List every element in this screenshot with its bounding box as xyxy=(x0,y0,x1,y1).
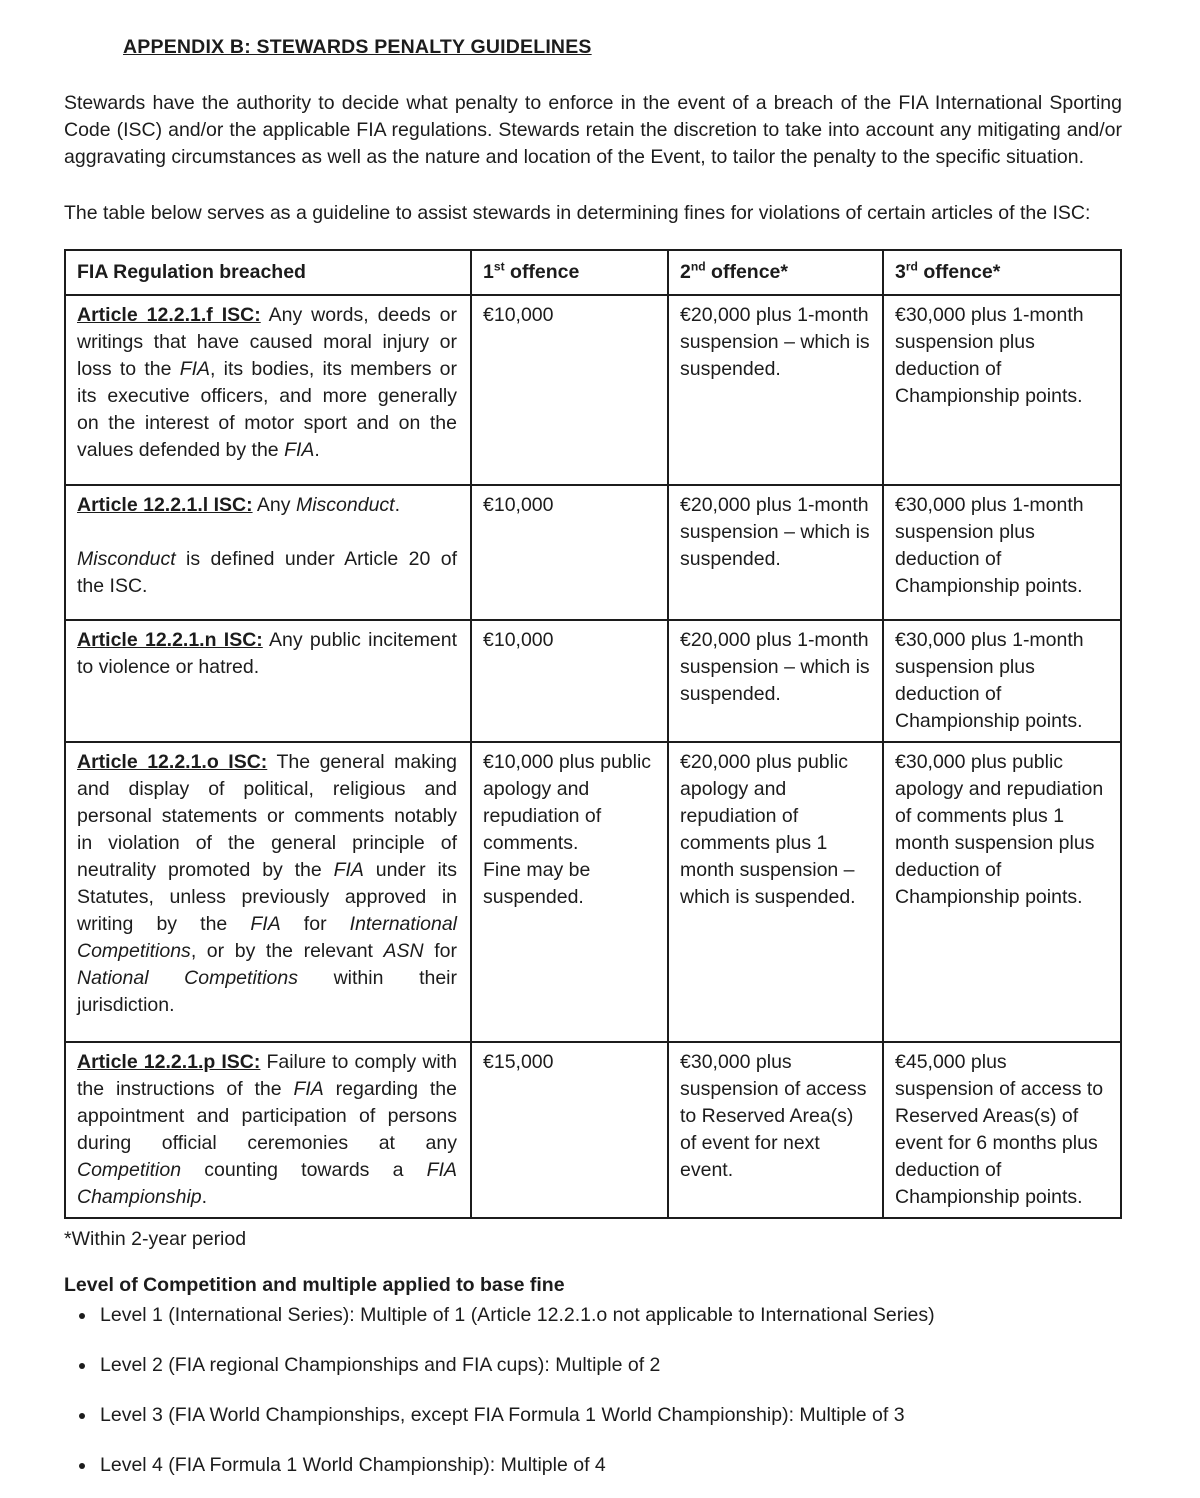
table-footnote: *Within 2-year period xyxy=(64,1228,247,1250)
header-cell-second-offence: 2nd offence* xyxy=(668,250,883,295)
cell-second-offence: €20,000 plus 1-month suspension – which is suspended. xyxy=(668,295,883,485)
penalty-guidelines-table xyxy=(64,249,1122,1219)
levels-list xyxy=(64,1302,1122,1479)
cell-second-offence: €20,000 plus 1-month suspension – which is suspended. xyxy=(668,485,883,620)
cell-first-offence: €10,000 xyxy=(471,485,668,620)
cell-regulation: Article 12.2.1.o ISC: The general making and display of political, religious and personal statements or comments notably in violation of the general principle of neutrality promoted by the FIA under its Statutes, unless previously approved in writing by the FIA for International Competitions, or by the relevant ASN for National Competitions within their jurisdiction. xyxy=(65,742,471,1042)
header-cell-regulation: FIA Regulation breached xyxy=(65,250,471,295)
cell-regulation: Article 12.2.1.f ISC: Any words, deeds or writings that have caused moral injury or loss to the FIA, its bodies, its members or its executive officers, and more generally on the interest of motor sport and on the values defended by the FIA. xyxy=(65,295,471,485)
cell-first-offence: €15,000 xyxy=(471,1042,668,1218)
table-header-row xyxy=(65,250,1121,295)
levels-heading: Level of Competition and multiple applied to base fine xyxy=(64,1274,565,1296)
cell-third-offence: €30,000 plus 1-month suspension plus deduction of Championship points. xyxy=(883,620,1121,742)
cell-regulation: Article 12.2.1.l ISC: Any Misconduct. Misconduct is defined under Article 20 of the ISC. xyxy=(65,485,471,620)
table-row xyxy=(65,295,1121,485)
cell-first-offence: €10,000 xyxy=(471,620,668,742)
level-item: • Level 2 (FIA regional Championships and FIA cups): Multiple of 2 xyxy=(97,1352,1122,1379)
intro-paragraph-1: Stewards have the authority to decide what penalty to enforce in the event of a breach of the FIA International Sporting Code (ISC) and/or the applicable FIA regulations. Stewards retain the discretion to take into account any mitigating and/or aggravating circumstances as well as the nature and location of the Event, to tailor the penalty to the specific situation. xyxy=(64,92,1122,168)
cell-third-offence: €30,000 plus public apology and repudiation of comments plus 1 month suspension plus deduction of Championship points. xyxy=(883,742,1121,1042)
level-item: • Level 3 (FIA World Championships, except FIA Formula 1 World Championship): Multiple of 3 xyxy=(97,1402,1122,1429)
cell-third-offence: €30,000 plus 1-month suspension plus deduction of Championship points. xyxy=(883,295,1121,485)
cell-second-offence: €30,000 plus suspension of access to Reserved Area(s) of event for next event. xyxy=(668,1042,883,1218)
cell-second-offence: €20,000 plus public apology and repudiation of comments plus 1 month suspension – which is suspended. xyxy=(668,742,883,1042)
table-row xyxy=(65,620,1121,742)
cell-regulation: Article 12.2.1.n ISC: Any public incitement to violence or hatred. xyxy=(65,620,471,742)
level-item: • Level 1 (International Series): Multiple of 1 (Article 12.2.1.o not applicable to International Series) xyxy=(97,1302,1122,1329)
cell-regulation: Article 12.2.1.p ISC: Failure to comply with the instructions of the FIA regarding the appointment and participation of persons during official ceremonies at any Competition counting towards a FIA Championship. xyxy=(65,1042,471,1218)
table-header xyxy=(65,250,1121,295)
table-row xyxy=(65,1042,1121,1218)
cell-second-offence: €20,000 plus 1-month suspension – which is suspended. xyxy=(668,620,883,742)
cell-first-offence: €10,000 xyxy=(471,295,668,485)
table-row xyxy=(65,742,1121,1042)
level-item: • Level 4 (FIA Formula 1 World Championship): Multiple of 4 xyxy=(97,1452,1122,1479)
header-cell-first-offence: 1st offence xyxy=(471,250,668,295)
cell-first-offence: €10,000 plus public apology and repudiation of comments. Fine may be suspended. xyxy=(471,742,668,1042)
intro-paragraph-2: The table below serves as a guideline to assist stewards in determining fines for violations of certain articles of the ISC: xyxy=(64,202,1091,224)
cell-third-offence: €45,000 plus suspension of access to Reserved Areas(s) of event for 6 months plus deduction of Championship points. xyxy=(883,1042,1121,1218)
table-row xyxy=(65,485,1121,620)
table-body xyxy=(65,295,1121,1218)
header-cell-third-offence: 3rd offence* xyxy=(883,250,1121,295)
page-title: APPENDIX B: STEWARDS PENALTY GUIDELINES xyxy=(123,36,592,58)
cell-third-offence: €30,000 plus 1-month suspension plus deduction of Championship points. xyxy=(883,485,1121,620)
